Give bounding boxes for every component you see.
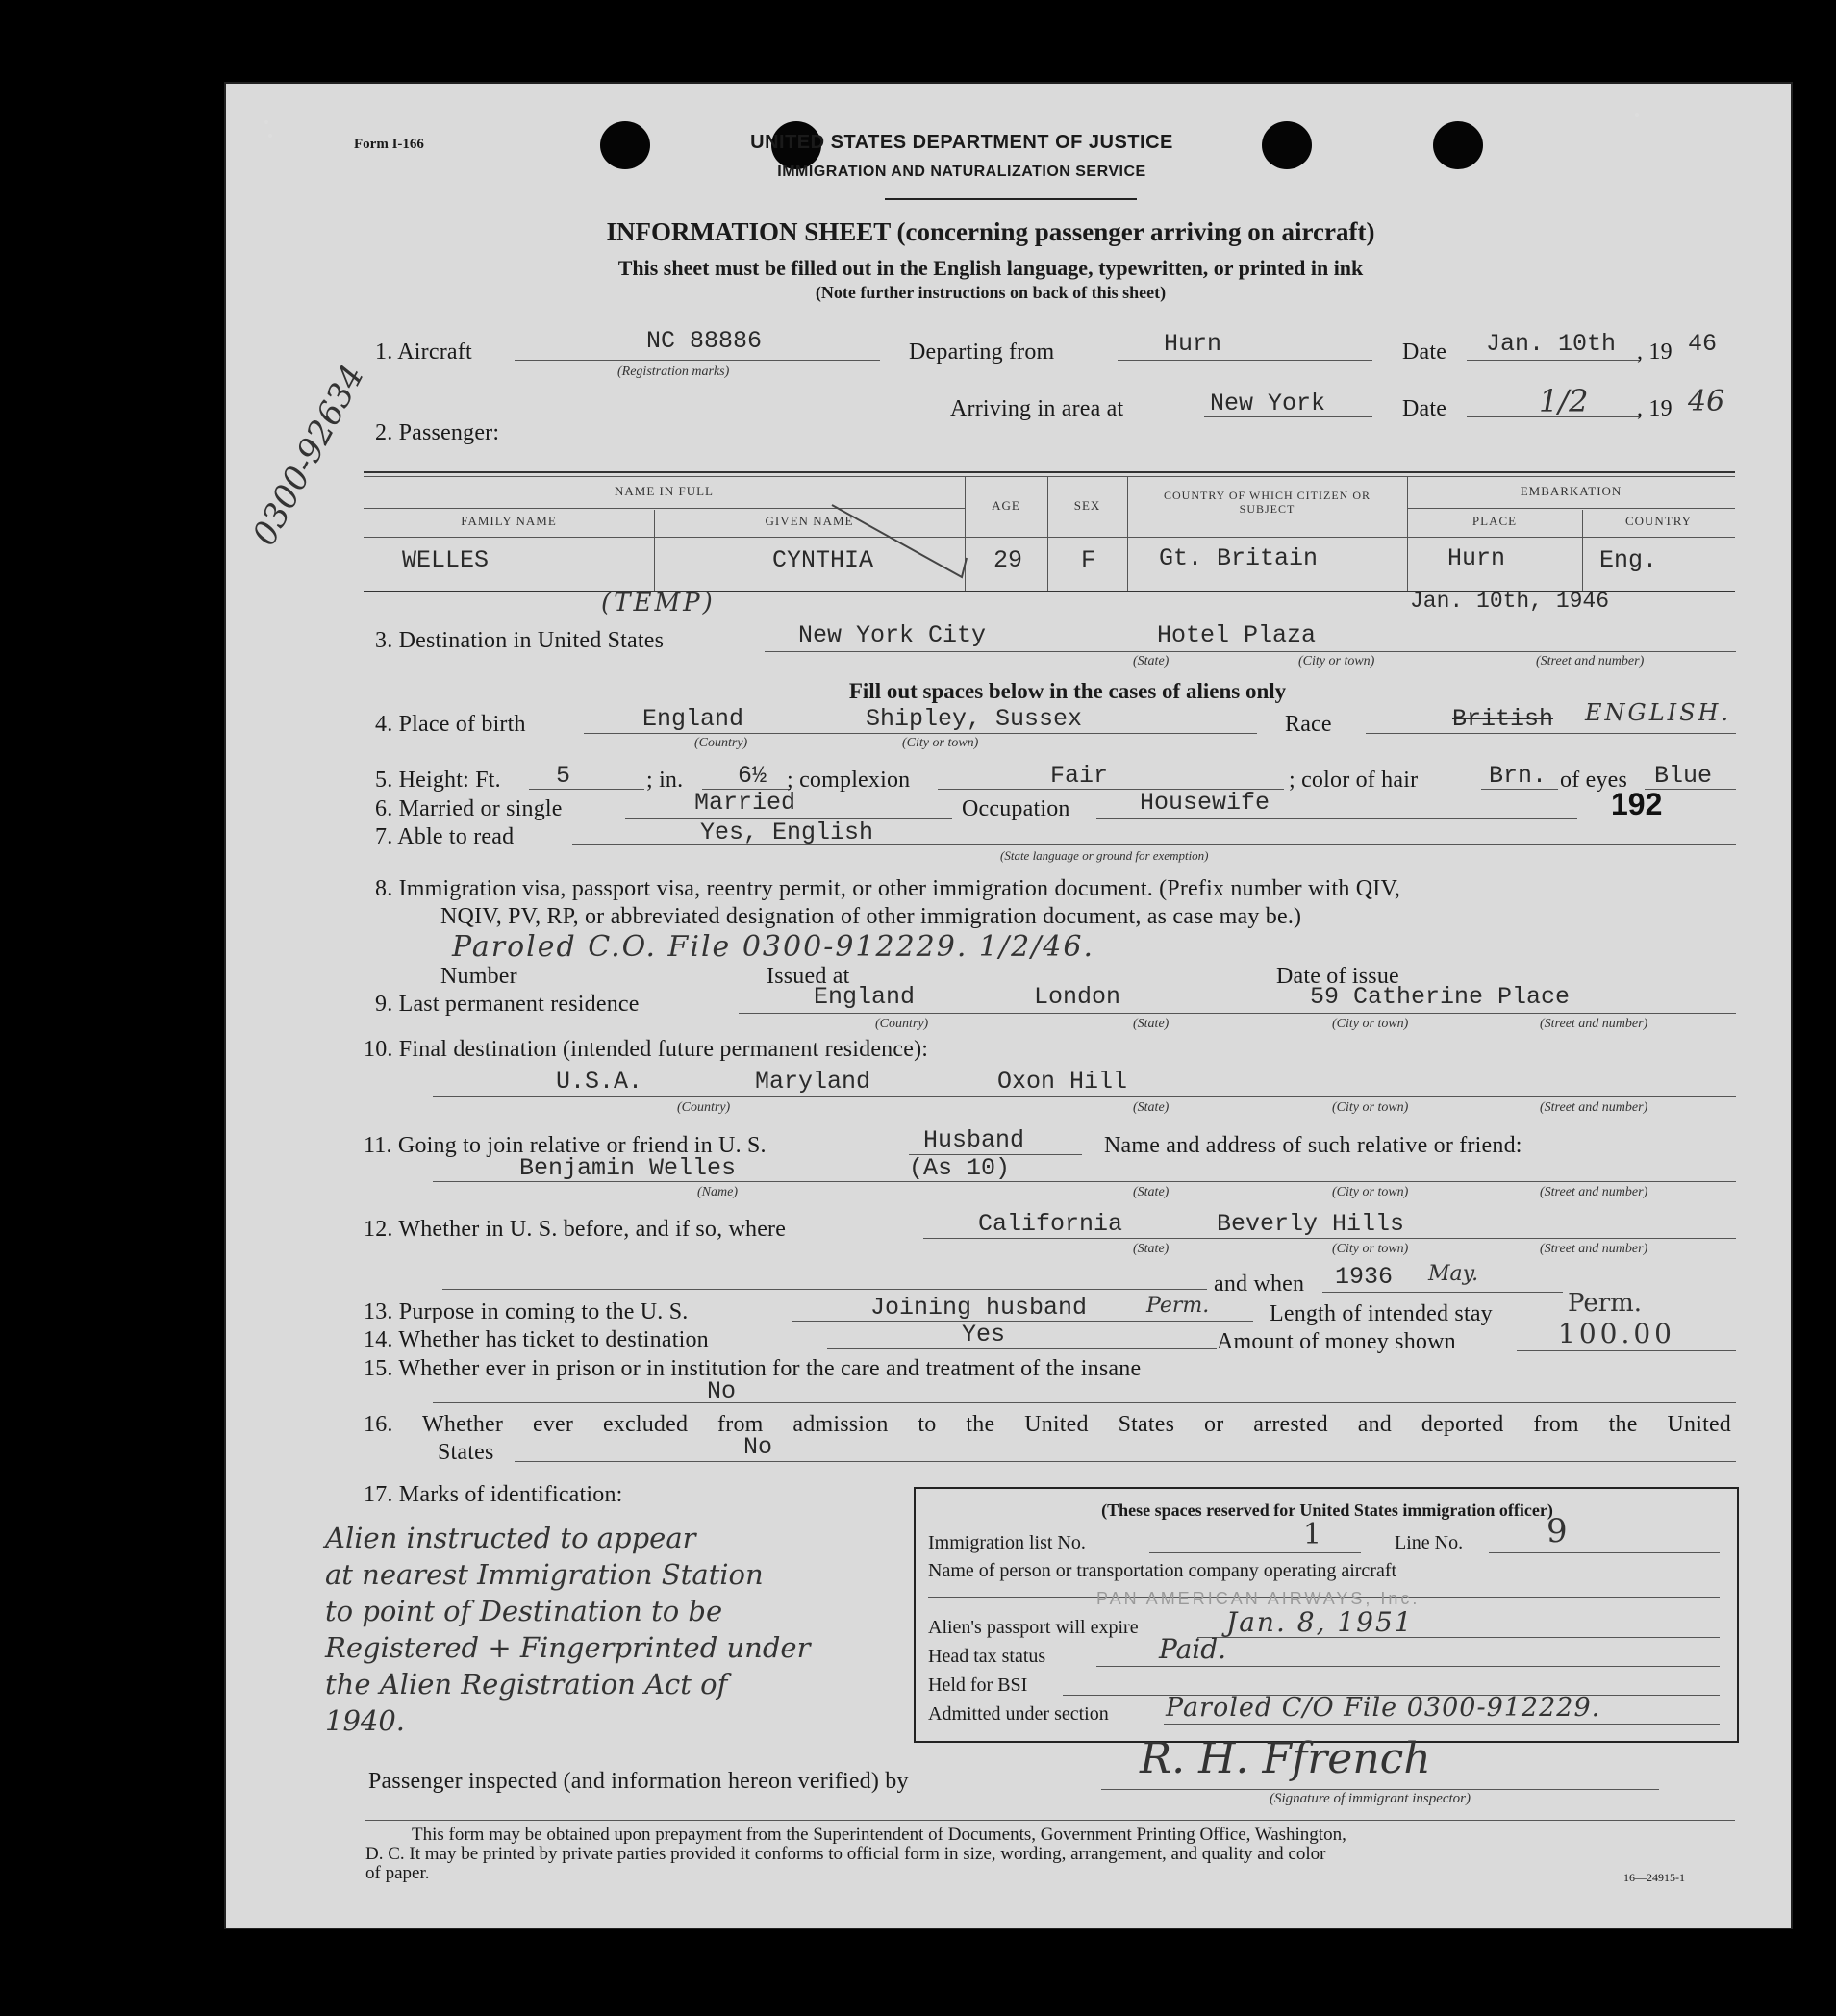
col-embarkation: EMBARKATION	[1520, 484, 1622, 498]
stamp-number: 192	[1611, 787, 1663, 821]
inspected-label: Passenger inspected (and information hereon verified) by	[368, 1769, 909, 1794]
hair-label: ; color of hair	[1289, 768, 1419, 793]
admitted-value: Paroled C/O File 0300-912229.	[1166, 1693, 1601, 1723]
punch-hole	[1262, 121, 1312, 169]
number-label: Number	[440, 964, 517, 989]
residence-street: 59 Catherine Place	[1310, 983, 1571, 1011]
punch-hole	[600, 121, 650, 169]
footer-line3: of paper.	[365, 1863, 430, 1883]
col-sex: SEX	[1073, 498, 1101, 513]
table-divider	[1047, 476, 1048, 592]
read-label: 7. Able to read	[375, 824, 515, 849]
identification-line: 1940.	[325, 1704, 406, 1737]
caption-city: (City or town)	[1332, 1242, 1409, 1256]
inspector-signature: R. H. Ffrench	[1140, 1734, 1431, 1783]
residence-state: London	[1034, 983, 1121, 1011]
stay-label: Length of intended stay	[1270, 1301, 1493, 1326]
given-name-value: CYNTHIA	[772, 546, 874, 574]
identification-line: Registered + Fingerprinted under	[325, 1631, 811, 1664]
col-country: COUNTRY	[1624, 514, 1693, 528]
caption-state: (State)	[1133, 1017, 1170, 1031]
header-rule	[885, 198, 1137, 200]
previous-city: Beverly Hills	[1217, 1210, 1405, 1238]
when-label: and when	[1214, 1272, 1305, 1297]
identification-notes	[325, 1520, 810, 1739]
operator-label: Name of person or transportation company operating aircraft	[928, 1560, 1397, 1581]
prison-value: No	[707, 1377, 737, 1405]
headtax-line	[1096, 1666, 1720, 1667]
caption-state: (State)	[1133, 1100, 1170, 1115]
visa-label-line2: NQIV, PV, RP, or abbreviated designation of other immigration document, as case may be.)	[440, 904, 1302, 929]
when-value: 1936	[1335, 1263, 1394, 1291]
punch-hole	[1433, 121, 1483, 169]
caption-city: (City or town)	[1332, 1185, 1409, 1199]
occupation-value: Housewife	[1140, 789, 1270, 817]
destination-street: Hotel Plaza	[1157, 621, 1317, 649]
caption-city: (City or town)	[902, 736, 979, 750]
purpose-value: Joining husband	[870, 1294, 1088, 1322]
admitted-label: Admitted under section	[928, 1703, 1109, 1725]
complexion-value: Fair	[1050, 762, 1109, 790]
height-inches: 6½	[738, 762, 767, 790]
when-line	[1322, 1292, 1563, 1293]
caption-street: (Street and number)	[1540, 1185, 1648, 1199]
arriving-label: Arriving in area at	[950, 396, 1124, 421]
col-country-citizen: COUNTRY OF WHICH CITIZEN OR SUBJECT	[1164, 489, 1371, 516]
relative-address: (As 10)	[909, 1154, 1011, 1182]
instructions-note: (Note further instructions on back of this sheet)	[815, 283, 1167, 302]
aliens-heading: Fill out spaces below in the cases of aliens only	[848, 679, 1287, 703]
caption-country: (Country)	[694, 736, 748, 750]
purpose-handwritten: Perm.	[1146, 1294, 1210, 1318]
caption-state: (State)	[1133, 1242, 1170, 1256]
eyes-label: of eyes	[1560, 768, 1628, 793]
previous-us-label: 12. Whether in U. S. before, and if so, where	[364, 1217, 787, 1242]
relative-name: Benjamin Welles	[519, 1154, 737, 1182]
height-feet: 5	[556, 762, 571, 790]
officer-box-title: (These spaces reserved for United States immigration officer)	[1101, 1500, 1553, 1520]
race-value: British	[1452, 705, 1554, 733]
date2-value: 1/2	[1539, 383, 1589, 419]
caption-state: (State)	[1133, 654, 1170, 668]
excluded-line	[515, 1461, 1736, 1462]
caption-street: (Street and number)	[1540, 1017, 1648, 1031]
speck	[1635, 113, 1639, 117]
table-subrule	[1407, 508, 1735, 509]
visa-handwritten: Paroled C.O. File 0300-912229. 1/2/46.	[452, 930, 1095, 964]
destination-line	[765, 651, 1736, 652]
excluded-value: No	[743, 1433, 773, 1461]
previous-us-line2	[442, 1289, 1207, 1290]
aircraft-caption: (Registration marks)	[617, 365, 730, 379]
signature-line	[1101, 1789, 1659, 1790]
table-divider	[1127, 476, 1128, 592]
list-value: 1	[1303, 1518, 1322, 1551]
caption-street: (Street and number)	[1540, 1100, 1648, 1115]
aircraft-value: NC 88886	[646, 327, 763, 355]
final-state: Maryland	[755, 1068, 871, 1096]
col-given-name: GIVEN NAME	[765, 514, 854, 528]
caption-city: (City or town)	[1332, 1100, 1409, 1115]
stay-value: Perm.	[1568, 1289, 1643, 1318]
admitted-line	[1164, 1724, 1720, 1725]
money-label: Amount of money shown	[1217, 1329, 1456, 1354]
money-line	[1517, 1350, 1736, 1351]
col-age: AGE	[992, 498, 1020, 513]
aircraft-line	[515, 360, 880, 361]
ticket-label: 14. Whether has ticket to destination	[364, 1327, 709, 1352]
caption-city: (City or town)	[1332, 1017, 1409, 1031]
line-number-line	[1489, 1552, 1720, 1553]
relative-address-label: Name and address of such relative or friend:	[1104, 1133, 1522, 1158]
issued-at-label: Issued at	[767, 964, 850, 989]
list-label: Immigration list No.	[928, 1532, 1086, 1553]
caption-country: (Country)	[677, 1100, 731, 1115]
operator-value: PAN AMERICAN AIRWAYS, Inc.	[1096, 1589, 1421, 1608]
marital-label: 6. Married or single	[375, 796, 563, 821]
side-file-number: 0300-92634	[245, 358, 373, 552]
table-header-rule	[364, 537, 1735, 538]
sex-value: F	[1081, 546, 1096, 574]
caption-street: (Street and number)	[1540, 1242, 1648, 1256]
form-number: Form I-166	[354, 137, 424, 152]
caption-country: (Country)	[875, 1017, 929, 1031]
table-top-rule2	[364, 476, 1735, 477]
purpose-label: 13. Purpose in coming to the U. S.	[364, 1299, 689, 1324]
identification-label: 17. Marks of identification:	[364, 1482, 623, 1507]
read-caption: (State language or ground for exemption)	[1000, 848, 1209, 863]
identification-line: to point of Destination to be	[325, 1595, 723, 1627]
caption-state: (State)	[1133, 1185, 1170, 1199]
previous-state: California	[978, 1210, 1123, 1238]
birthplace-line	[584, 733, 1257, 734]
footer-line2: D. C. It may be printed by private parties provided it conforms to official form in size, wording, arrangement, and quality and color	[365, 1844, 1326, 1864]
family-name-value: WELLES	[402, 546, 490, 574]
arriving-value: New York	[1210, 390, 1326, 417]
relation-value: Husband	[923, 1126, 1025, 1154]
line-value: 9	[1547, 1512, 1568, 1550]
departing-value: Hurn	[1164, 330, 1222, 358]
residence-line	[739, 1013, 1736, 1014]
embark-country-value: Eng.	[1599, 546, 1658, 574]
ticket-value: Yes	[962, 1321, 1006, 1348]
race-handwritten: ENGLISH.	[1585, 699, 1732, 726]
caption-city: (City or town)	[1298, 654, 1375, 668]
line-label: Line No.	[1395, 1532, 1464, 1553]
identification-line: the Alien Registration Act of	[325, 1668, 728, 1701]
footer-rule	[365, 1820, 1735, 1821]
excluded-label-line1: 16. Whether ever excluded from admission to the United States or arrested and deported from the United	[364, 1412, 1731, 1437]
eyes-value: Blue	[1654, 762, 1713, 790]
year2-prefix: , 19	[1637, 396, 1673, 421]
date-value: Jan. 10th	[1486, 330, 1617, 358]
final-destination-line	[433, 1096, 1736, 1097]
race-line	[1366, 733, 1736, 734]
occupation-line	[1096, 818, 1577, 819]
aircraft-label: 1. Aircraft	[375, 340, 472, 365]
date-label: Date	[1402, 340, 1447, 365]
join-relative-label: 11. Going to join relative or friend in U. S.	[364, 1133, 767, 1158]
caption-name: (Name)	[697, 1185, 738, 1199]
passenger-label: 2. Passenger:	[375, 420, 500, 445]
occupation-label: Occupation	[962, 796, 1070, 821]
date2-label: Date	[1402, 396, 1447, 421]
excluded-label-line2: States	[438, 1440, 494, 1465]
ticket-line	[827, 1348, 1217, 1349]
prison-line	[433, 1402, 1736, 1403]
read-value: Yes, English	[700, 819, 874, 846]
destination-city: New York City	[798, 621, 987, 649]
feet-line	[529, 789, 644, 790]
final-country: U.S.A.	[556, 1068, 643, 1096]
residence-label: 9. Last permanent residence	[375, 992, 640, 1017]
passport-label: Alien's passport will expire	[928, 1617, 1139, 1638]
date-line	[1467, 360, 1640, 361]
when-handwritten: May.	[1428, 1262, 1479, 1286]
departing-label: Departing from	[909, 340, 1055, 365]
footer-code: 16—24915-1	[1623, 1871, 1685, 1884]
check-mark	[827, 500, 971, 587]
table-top-rule	[364, 471, 1735, 473]
birth-city: Shipley, Sussex	[866, 705, 1083, 733]
col-name-in-full: NAME IN FULL	[615, 484, 714, 498]
embark-date-note: Jan. 10th, 1946	[1410, 589, 1610, 614]
prison-label: 15. Whether ever in prison or in institution for the care and treatment of the insane	[364, 1356, 1142, 1381]
embark-place-value: Hurn	[1447, 544, 1506, 572]
money-value: 100.00	[1558, 1318, 1675, 1349]
year-value: 46	[1688, 330, 1718, 358]
headtax-label: Head tax status	[928, 1646, 1046, 1667]
headtax-value: Paid.	[1159, 1633, 1227, 1665]
final-destination-label: 10. Final destination (intended future permanent residence):	[364, 1037, 929, 1062]
hair-value: Brn.	[1489, 762, 1547, 790]
birth-country: England	[642, 705, 744, 733]
marital-value: Married	[694, 789, 796, 817]
page-subtitle: This sheet must be filled out in the English language, typewritten, or printed in ink	[617, 256, 1364, 280]
service-name: IMMIGRATION AND NATURALIZATION SERVICE	[777, 164, 1146, 180]
bsi-label: Held for BSI	[928, 1675, 1028, 1696]
complexion-label: ; complexion	[787, 768, 911, 793]
year-prefix: , 19	[1637, 340, 1673, 365]
agency-name: UNITED STATES DEPARTMENT OF JUSTICE	[750, 132, 1173, 153]
signature-caption: (Signature of immigrant inspector)	[1270, 1791, 1471, 1806]
footer-line1: This form may be obtained upon prepayment from the Superintendent of Documents, Government Printing Office, Washington,	[412, 1825, 1346, 1845]
list-line	[1149, 1552, 1361, 1553]
inches-label: ; in.	[646, 768, 684, 793]
speck	[264, 120, 268, 124]
destination-label: 3. Destination in United States	[375, 628, 665, 653]
identification-line: Alien instructed to appear	[325, 1522, 696, 1554]
final-city: Oxon Hill	[997, 1068, 1128, 1096]
birthplace-label: 4. Place of birth	[375, 712, 526, 737]
age-value: 29	[993, 546, 1023, 574]
temp-note: (TEMP)	[601, 589, 716, 617]
year2-value: 46	[1688, 385, 1725, 418]
speck	[268, 134, 272, 138]
residence-country: England	[814, 983, 916, 1011]
page-title: INFORMATION SHEET (concerning passenger arriving on aircraft)	[606, 217, 1375, 246]
caption-street: (Street and number)	[1536, 654, 1645, 668]
race-label: Race	[1285, 712, 1332, 737]
issue-date-label: Date of issue	[1276, 964, 1399, 989]
departing-line	[1118, 360, 1372, 361]
visa-label-line1: 8. Immigration visa, passport visa, reentry permit, or other immigration document. (Prefix number with QIV,	[375, 876, 1401, 901]
citizen-value: Gt. Britain	[1159, 544, 1319, 572]
previous-us-line	[923, 1238, 1736, 1239]
col-family-name: FAMILY NAME	[461, 514, 557, 528]
col-place: PLACE	[1471, 514, 1518, 528]
height-label: 5. Height: Ft.	[375, 768, 501, 793]
passport-value: Jan. 8, 1951	[1226, 1606, 1414, 1638]
identification-line: at nearest Immigration Station	[325, 1558, 764, 1591]
